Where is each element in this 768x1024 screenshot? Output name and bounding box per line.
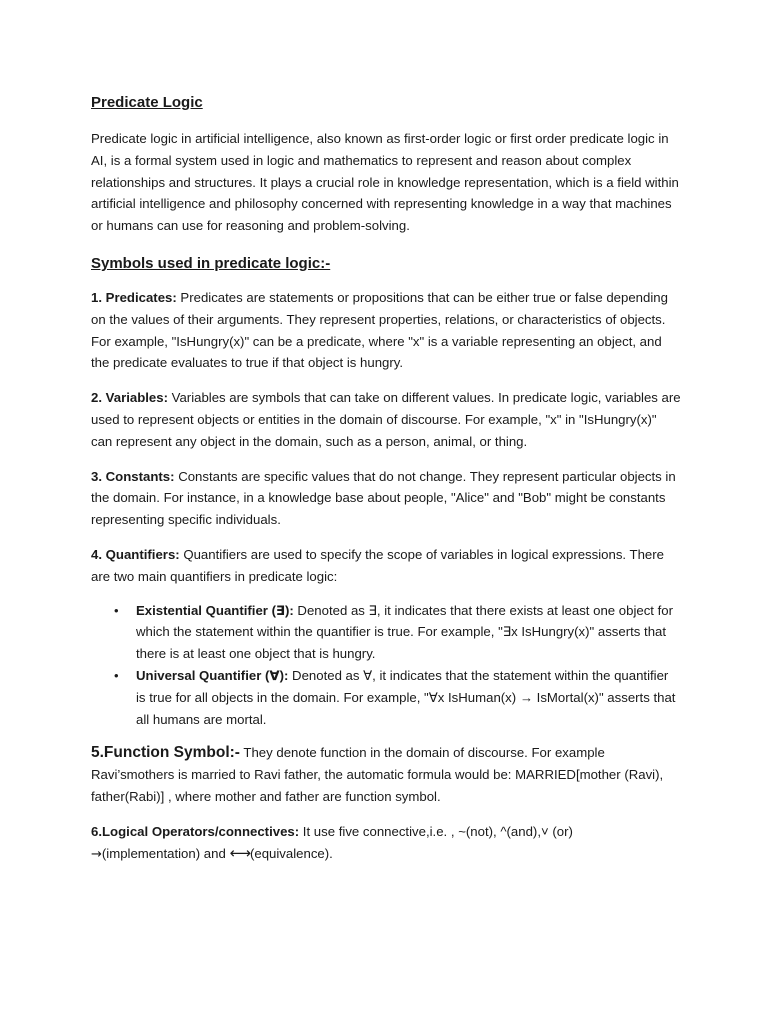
constants-text: Constants are specific values that do not change. They represent particular objects in the domain. For instance, in a knowledge base about people, "Alice" and "Bob" might be constants representing specific individuals. [91, 468, 676, 528]
implementation-text: (implementation) and [101, 845, 230, 861]
list-item-existential [114, 600, 681, 665]
quantifiers-label: 4. Quantifiers: [91, 546, 180, 562]
constants-label: 3. Constants: [91, 468, 175, 484]
document-page [91, 92, 681, 878]
predicates-paragraph [91, 287, 681, 374]
equivalence-text: (equivalence). [249, 845, 333, 861]
variables-paragraph [91, 387, 681, 452]
function-symbol-text: They denote function in the domain of discourse. For example Ravi’smothers is married to Ravi father, the automatic formula would be: MARRIED[mother (Ravi), father(Rabi)] , where mother and father are function symbol. [91, 745, 664, 804]
logical-operators-label: 6.Logical Operators/connectives: [91, 823, 300, 839]
bullet-icon: • [114, 602, 119, 618]
universal-label: Universal Quantifier (∀): [136, 667, 289, 683]
intro-paragraph: Predicate logic in artificial intelligence, also known as first-order logic or first order predicate logic in AI, is a formal system used in logic and mathematics to represent and reason about complex relationships and structures. It plays a crucial role in knowledge representation, which is a field within artificial intelligence and philosophy concerned with representing knowledge in a way that machines or humans can use for reasoning and problem-solving. [91, 131, 679, 234]
quantifiers-paragraph [91, 544, 681, 588]
predicates-text: Predicates are statements or propositions that can be either true or false depending on the values of their arguments. They represent properties, relations, or characteristics of objects. For example, "IsHungry(x)" can be a predicate, where "x" is a variable representing an object, and the predicate evaluates to true if that object is hungry. [91, 289, 668, 371]
function-symbol-paragraph [91, 742, 681, 807]
function-symbol-label: 5.Function Symbol:- [91, 744, 240, 762]
page-title: Predicate Logic [91, 94, 203, 111]
existential-label: Existential Quantifier (∃): [136, 602, 294, 618]
constants-paragraph [91, 466, 681, 531]
quantifier-list [91, 600, 681, 731]
logical-operators-text: It use five connective,i.e. , ~(not), ^(and),˅ (or) [299, 823, 573, 839]
double-arrow-icon: ⟷ [229, 843, 250, 862]
universal-text: Denoted as ∀, it indicates that the statement within the quantifier is true for all objects in the domain. For example, "∀x IsHuman(x) → IsMortal(x)" asserts that all humans are mortal. [136, 667, 676, 727]
variables-text: Variables are symbols that can take on different values. In predicate logic, variables are used to represent objects or entities in the domain of discourse. For example, "x" in "IsHungry(x)" can represent any object in the domain, such as a person, animal, or thing. [91, 390, 681, 449]
list-item-universal [114, 665, 681, 730]
bullet-icon: • [114, 667, 119, 683]
existential-text: Denoted as ∃, it indicates that there exists at least one object for which the statement within the quantifier is true. For example, "∃x IsHungry(x)" asserts that there is at least one object that is hungry. [136, 602, 674, 662]
predicates-label: 1. Predicates: [91, 289, 177, 305]
symbols-heading: Symbols used in predicate logic:- [91, 254, 331, 272]
right-arrow-icon: → [91, 846, 102, 862]
variables-label: 2. Variables: [91, 390, 168, 406]
quantifiers-text: Quantifiers are used to specify the scope of variables in logical expressions. There are two main quantifiers in predicate logic: [91, 546, 664, 584]
logical-operators-paragraph [91, 821, 681, 866]
